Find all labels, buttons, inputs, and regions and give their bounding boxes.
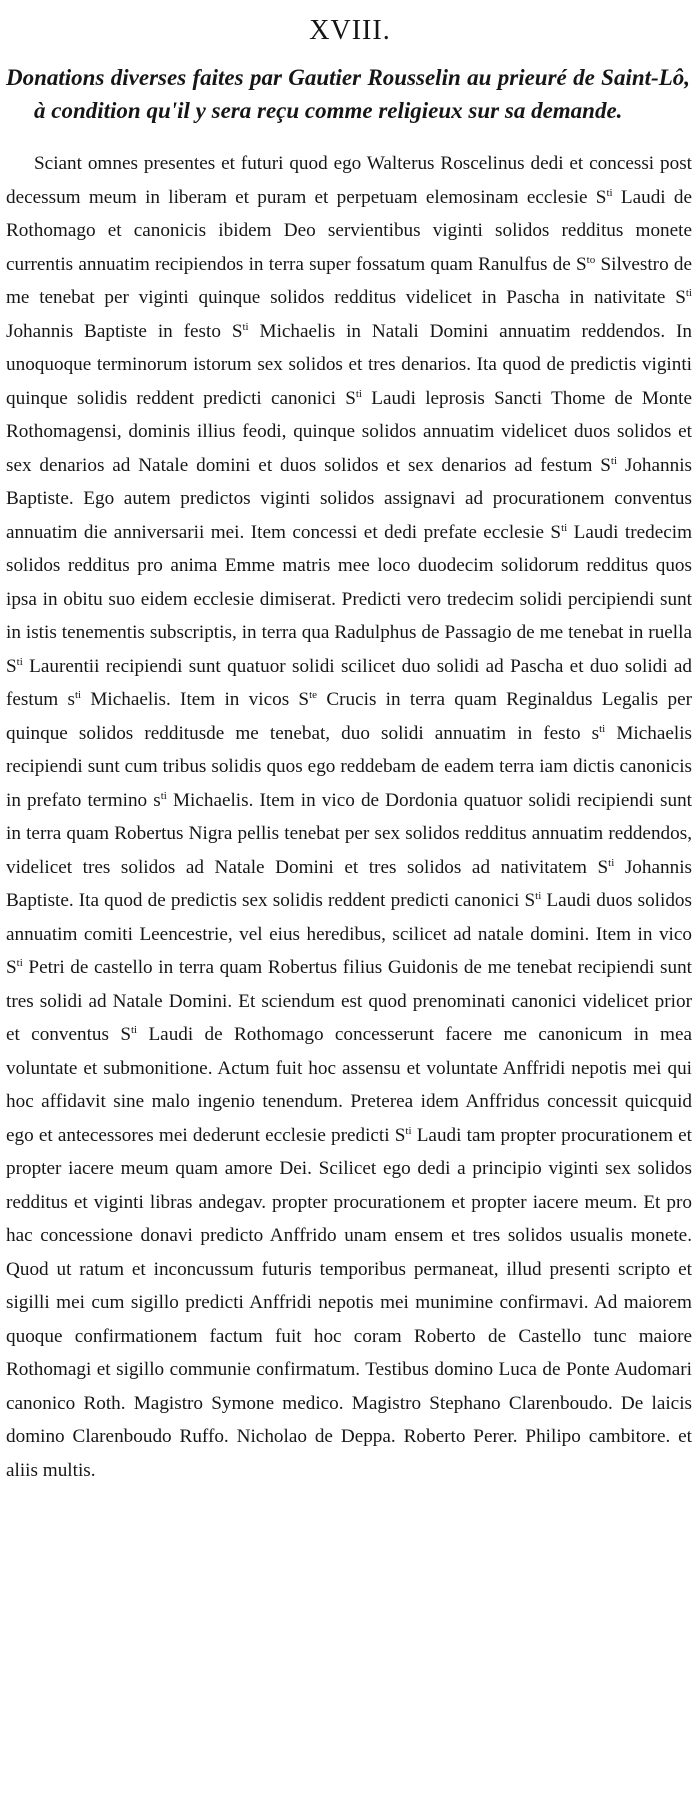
charter-text [6, 147, 692, 1487]
superscript-abbreviation: ti [405, 1124, 412, 1137]
text-run: Michaelis recipiendi sunt cum tribus solidis quos ego reddebam de eadem terra iam dictis canonicis in prefato termino s [6, 722, 692, 811]
superscript-abbreviation: ti [355, 387, 362, 400]
text-run: Laudi leprosis Sancti Thome de Monte Rothomagensi, dominis illius feodi, quinque solidos annuatim videlicet duos solidos et sex denarios ad Natale domini et duos solidos et sex denarios ad festum S [6, 387, 692, 476]
superscript-abbreviation: to [586, 253, 596, 266]
superscript-abbreviation: ti [74, 689, 82, 701]
superscript-abbreviation: ti [16, 957, 23, 969]
superscript-abbreviation: te [309, 689, 318, 701]
text-run: Michaelis. Item in vicos S [81, 689, 310, 710]
superscript-abbreviation: ti [131, 1024, 138, 1036]
text-run: Johannis Baptiste. Ita quod de predictis sex solidis reddent predicti canonici S [6, 856, 692, 911]
superscript-abbreviation: ti [561, 521, 568, 534]
text-run: Crucis in terra quam Reginaldus Legalis per quinque solidos redditusde me tenebat, duo solidi annuatim in festo s [6, 689, 692, 744]
text-run: Silvestro de me tenebat per viginti quinque solidos redditus videlicet in Pascha in nativitate S [6, 253, 692, 308]
text-run: Johannis Baptiste in festo S [6, 320, 243, 342]
text-run: Laudi de Rothomago concesserunt facere me canonicum in mea voluntate et submonitione. Actum fuit hoc assensu et voluntate Anffridi nepotis mei qui hoc affidavit sine malo ingenio tenendum. Preterea idem Anffridus concessit quicquid ego et antecessores mei dederunt ecclesie predicti S [6, 1024, 692, 1146]
text-run: Laudi de Rothomago et canonicis ibidem Deo servientibus viginti solidos redditus monete currentis annuatim recipiendos in terra super fossatum quam Ranulfus de S [6, 186, 692, 275]
superscript-abbreviation: ti [242, 320, 249, 333]
superscript-abbreviation: ti [606, 186, 613, 199]
superscript-abbreviation: ti [16, 655, 23, 668]
text-run: Sciant omnes presentes et futuri quod ego Walterus Roscelinus dedi et concessi post decessum meum in liberam et puram et perpetuam elemosinam ecclesie S [6, 153, 692, 208]
text-run: Michaelis in Natali Domini annuatim reddendos. In unoquoque terminorum istorum sex solidos et tres denarios. Ita quod de predictis viginti quinque solidis reddent predicti canonici S [6, 320, 692, 409]
chapter-number: XVIII. [309, 15, 391, 46]
charter-heading: Donations diverses faites par Gautier Rousselin au prieuré de Saint-Lô, à condition qu'il y sera reçu comme religieux sur sa demande. [6, 65, 690, 123]
text-run: Michaelis. Item in vico de Dordonia quatuor solidi recipiendi sunt in terra quam Robertus Nigra pellis tenebat per sex solidos redditus annuatim reddendos, videlicet tres solidos ad Natale Domini et tres solidos ad nativitatem S [6, 789, 692, 878]
superscript-abbreviation: ti [535, 890, 542, 902]
superscript-abbreviation: ti [608, 856, 615, 869]
superscript-abbreviation: ti [160, 789, 167, 802]
text-run: Johannis Baptiste. Ego autem predictos viginti solidos assignavi ad procurationem conventus annuatim die anniversarii mei. Item concessi et dedi prefate ecclesie S [6, 454, 693, 543]
superscript-abbreviation: ti [599, 722, 606, 735]
superscript-abbreviation: ti [685, 287, 692, 299]
text-run: Laudi tredecim solidos redditus pro anima Emme matris mee loco duodecim solidorum redditus quos ipsa in obitu suo eidem ecclesie dimiserat. Predicti vero tredecim solidi percipiendi sunt in istis tenementis subscriptis, in terra qua Radulphus de Passagio de me tenebat in ruella S [6, 521, 692, 677]
text-run: Petri de castello in terra quam Robertus filius Guidonis de me tenebat recipiendi sunt tres solidi ad Natale Domini. Et sciendum est quod prenominati canonici videlicet prior et conventus S [6, 957, 692, 1045]
text-run: Laudi duos solidos annuatim comiti Leencestrie, vel eius heredibus, scilicet ad natale domini. Item in vico S [6, 890, 692, 978]
text-run: Laudi tam propter procurationem et propter iacere meum quam amore Dei. Scilicet ego dedi a principio viginti sex solidos redditus et viginti libras andegav. propter procurationem et propter iacere meum. Et pro hac concessione donavi predicto Anffrido unam ensem et tres solidos usualis monete. Quod ut ratum et inconcussum futuris temporibus permaneat, illud presenti scripto et sigilli mei cum sigillo predicti Anffridi nepotis mei munimine confirmavi. Ad maiorem quoque confirmationem factum fuit hoc coram Roberto de Castello tunc maiore Rothomagi et sigillo communie confirmatum. Testibus domino Luca de Ponte Audomari canonico Roth. Magistro Symone medico. Magistro Stephano Clarenboudo. De laicis domino Clarenboudo Ruffo. Nicholao de Deppa. Roberto Perer. Philipo cambitore. et aliis multis. [6, 1124, 692, 1481]
superscript-abbreviation: ti [610, 454, 618, 467]
text-run: Laurentii recipiendi sunt quatuor solidi scilicet duo solidi ad Pascha et duo solidi ad festum s [6, 655, 692, 710]
